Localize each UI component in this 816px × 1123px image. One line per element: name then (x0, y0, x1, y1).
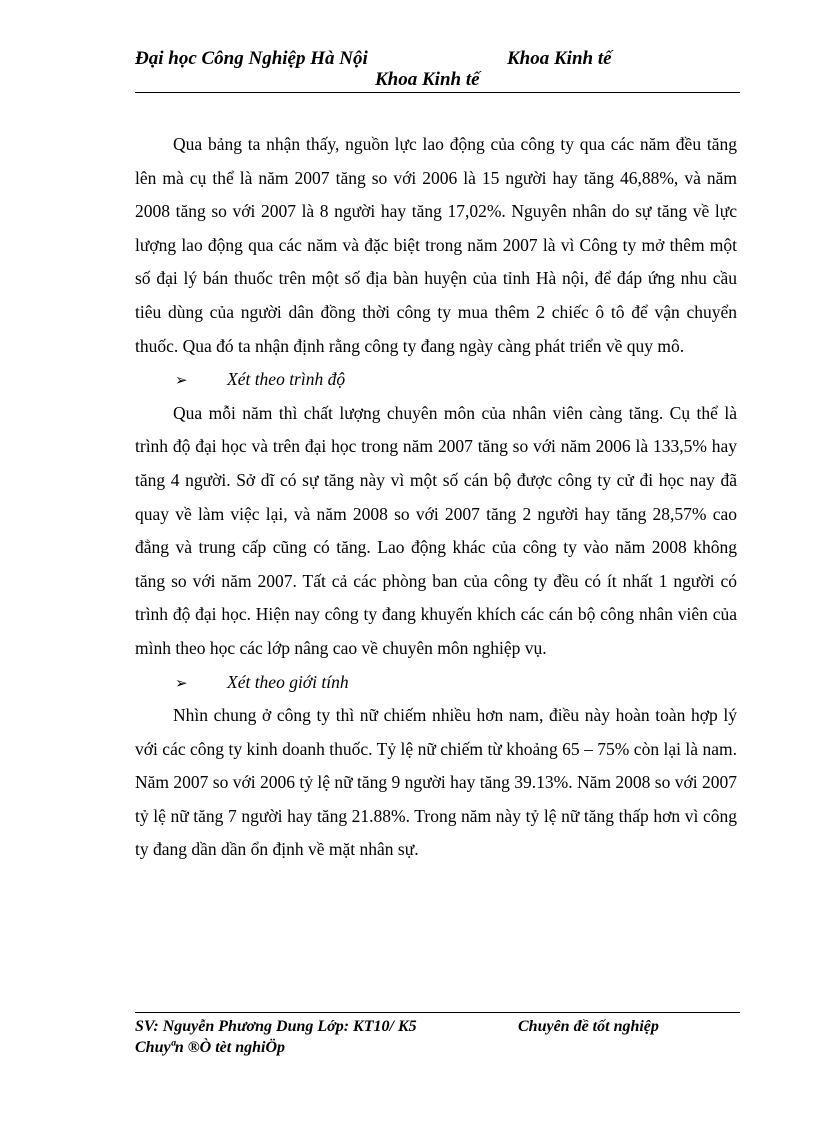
page-footer (135, 1012, 740, 1056)
header-university: Đại học Công Nghiệp Hà Nội (135, 48, 368, 69)
footer-thesis-label-encoded: Chuyªn ®Ò tèt nghiÖp (135, 1039, 286, 1056)
header-faculty: Khoa Kinh tế (507, 48, 612, 69)
bullet-heading: Xét theo giới tính (227, 671, 349, 692)
paragraph-education: Qua mỗi năm thì chất lượng chuyên môn của nhân viên càng tăng. Cụ thể là trình độ đại học và trên đại học trong năm 2007 tăng so với năm 2006 là 133,5% hay tăng 4 người. Sở dĩ có sự tăng này vì một số cán bộ được công ty cử đi học nay đã quay về làm việc lại, và năm 2008 so với 2007 tăng 2 người hay tăng 28,57% cao đẳng và trung cấp cũng có tăng. Lao động khác của công ty vào năm 2008 không tăng so với năm 2007. Tất cả các phòng ban của công ty đều có ít nhất 1 người có trình độ đại học. Hiện nay công ty đang khuyến khích các cán bộ công nhân viên của mình theo học các lớp nâng cao về chuyên môn nghiệp vụ. (135, 402, 737, 658)
paragraph-gender: Nhìn chung ở công ty thì nữ chiếm nhiều hơn nam, điều này hoàn toàn hợp lý với các công ty kinh doanh thuốc. Tỷ lệ nữ chiếm từ khoảng 65 – 75% còn lại là nam. Năm 2007 so với 2006 tỷ lệ nữ tăng 9 người hay tăng 39.13%. Năm 2008 so với 2007 tỷ lệ nữ tăng 7 người hay tăng 21.88%. Trong năm này tỷ lệ nữ tăng thấp hơn vì công ty đang dần dần ổn định về mặt nhân sự. (135, 705, 737, 860)
arrow-bullet-icon: ➢ (175, 675, 188, 692)
bullet-heading: Xét theo trình độ (227, 369, 346, 390)
bullet-gender (135, 666, 737, 700)
bullet-education-level (135, 363, 737, 397)
body-text (135, 128, 737, 867)
footer-student: SV: Nguyễn Phương Dung Lớp: KT10/ K5 (135, 1018, 417, 1035)
page-header (135, 46, 740, 93)
header-faculty-repeat: Khoa Kinh tế (375, 69, 480, 90)
footer-thesis-label: Chuyên đề tốt nghiệp (518, 1018, 659, 1035)
arrow-bullet-icon: ➢ (175, 373, 188, 390)
paragraph-labor-growth: Qua bảng ta nhận thấy, nguồn lực lao động của công ty qua các năm đều tăng lên mà cụ thể là năm 2007 tăng so với 2006 là 15 người hay tăng 46,88%, và năm 2008 tăng so với 2007 là 8 người hay tăng 17,02%. Nguyên nhân do sự tăng về lực lượng lao động qua các năm và đặc biệt trong năm 2007 là vì Công ty mở thêm một số đại lý bán thuốc trên một số địa bàn huyện của tỉnh Hà nội, để đáp ứng nhu cầu tiêu dùng của người dân đồng thời công ty mua thêm 2 chiếc ô tô để vận chuyển thuốc. Qua đó ta nhận định rằng công ty đang ngày càng phát triển về quy mô. (135, 134, 737, 356)
